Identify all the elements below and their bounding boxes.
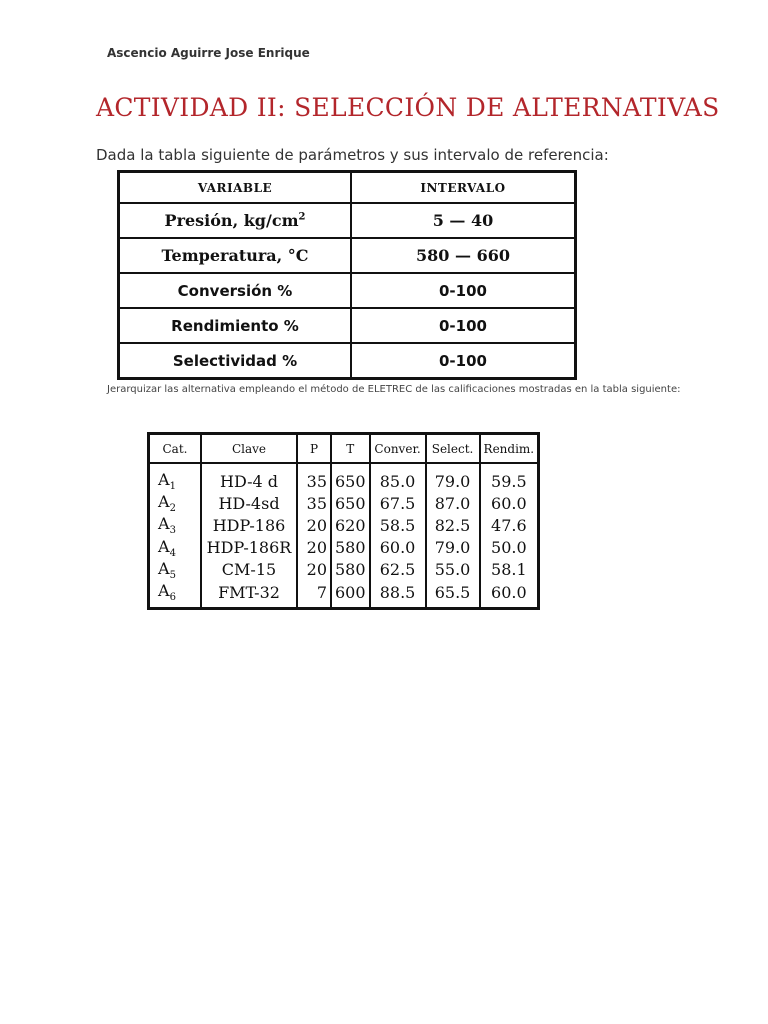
parameters-table: [117, 170, 577, 380]
cell-p: 7: [297, 581, 331, 609]
alternatives-header-row: [149, 434, 539, 464]
param-variable: [119, 203, 352, 238]
header-cat: Cat.: [149, 434, 202, 464]
cell-rendim: 47.6: [480, 514, 539, 536]
cat-subscript: 3: [169, 525, 176, 537]
param-row: [119, 308, 576, 343]
cell-p: 35: [297, 463, 331, 492]
cell-conver: 58.5: [370, 514, 426, 536]
cell-rendim: 60.0: [480, 492, 539, 514]
cell-cat: [149, 514, 202, 536]
cat-subscript: 1: [169, 481, 176, 493]
param-interval: 0-100: [351, 308, 576, 343]
cell-rendim: 59.5: [480, 463, 539, 492]
cat-subscript: 2: [169, 503, 176, 515]
cell-clave: CM-15: [201, 559, 297, 581]
cell-select: 65.5: [426, 581, 480, 609]
cat-subscript: 5: [169, 569, 176, 581]
header-intervalo: INTERVALO: [351, 172, 576, 204]
cat-subscript: 4: [169, 547, 176, 559]
cell-rendim: 58.1: [480, 559, 539, 581]
cell-t: 650: [331, 463, 370, 492]
param-interval: 580 — 660: [351, 238, 576, 273]
cell-t: 620: [331, 514, 370, 536]
cat-letter: A: [158, 558, 170, 578]
cell-rendim: 50.0: [480, 537, 539, 559]
cell-conver: 88.5: [370, 581, 426, 609]
cell-clave: FMT-32: [201, 581, 297, 609]
header-variable: VARIABLE: [119, 172, 352, 204]
cell-clave: HD-4 d: [201, 463, 297, 492]
cell-t: 580: [331, 559, 370, 581]
cell-conver: 60.0: [370, 537, 426, 559]
header-p: P: [297, 434, 331, 464]
param-variable: Selectividad %: [119, 343, 352, 379]
header-clave: Clave: [201, 434, 297, 464]
cell-select: 79.0: [426, 537, 480, 559]
cat-letter: A: [158, 492, 170, 512]
param-variable: Rendimiento %: [119, 308, 352, 343]
param-row: [119, 203, 576, 238]
cell-clave: HDP-186R: [201, 537, 297, 559]
alternative-row: [149, 581, 539, 609]
param-variable: Temperatura, °C: [119, 238, 352, 273]
alternative-row: [149, 492, 539, 514]
alternative-row: [149, 537, 539, 559]
param-row: [119, 238, 576, 273]
param-interval: 0-100: [351, 273, 576, 308]
cell-p: 20: [297, 559, 331, 581]
cell-rendim: 60.0: [480, 581, 539, 609]
cat-subscript: 6: [169, 592, 176, 604]
param-row: [119, 343, 576, 379]
header-select: Select.: [426, 434, 480, 464]
header-rendim: Rendim.: [480, 434, 539, 464]
header-conver: Conver.: [370, 434, 426, 464]
cell-conver: 62.5: [370, 559, 426, 581]
alternative-row: [149, 559, 539, 581]
author-name: Ascencio Aguirre Jose Enrique: [107, 46, 310, 60]
cell-t: 650: [331, 492, 370, 514]
cell-select: 82.5: [426, 514, 480, 536]
alternative-row: [149, 514, 539, 536]
cell-p: 35: [297, 492, 331, 514]
cell-cat: [149, 581, 202, 609]
param-interval: 0-100: [351, 343, 576, 379]
cell-clave: HD-4sd: [201, 492, 297, 514]
cell-select: 55.0: [426, 559, 480, 581]
cell-select: 79.0: [426, 463, 480, 492]
instruction-text: Jerarquizar las alternativa empleando el método de ELETREC de las calificaciones mostradas en la tabla siguiente:: [107, 384, 681, 395]
cell-t: 580: [331, 537, 370, 559]
cat-letter: A: [158, 580, 170, 600]
cell-select: 87.0: [426, 492, 480, 514]
param-interval: 5 — 40: [351, 203, 576, 238]
cat-letter: A: [158, 470, 170, 489]
cell-conver: 67.5: [370, 492, 426, 514]
cat-letter: A: [158, 536, 170, 556]
cell-cat: [149, 492, 202, 514]
cell-p: 20: [297, 537, 331, 559]
cell-t: 600: [331, 581, 370, 609]
param-variable: Conversión %: [119, 273, 352, 308]
param-variable-sup: 2: [298, 211, 306, 223]
cell-conver: 85.0: [370, 463, 426, 492]
param-variable-label: Presión, kg/cm: [164, 211, 299, 230]
cat-letter: A: [158, 514, 170, 534]
alternatives-table: [147, 432, 540, 610]
page-title: ACTIVIDAD II: SELECCIÓN DE ALTERNATIVAS: [96, 93, 720, 122]
alternative-row: [149, 463, 539, 492]
parameters-header-row: [119, 172, 576, 204]
cell-cat: [149, 463, 202, 492]
cell-cat: [149, 537, 202, 559]
header-t: T: [331, 434, 370, 464]
cell-cat: [149, 559, 202, 581]
param-row: [119, 273, 576, 308]
intro-text: Dada la tabla siguiente de parámetros y sus intervalo de referencia:: [96, 146, 609, 164]
cell-p: 20: [297, 514, 331, 536]
cell-clave: HDP-186: [201, 514, 297, 536]
